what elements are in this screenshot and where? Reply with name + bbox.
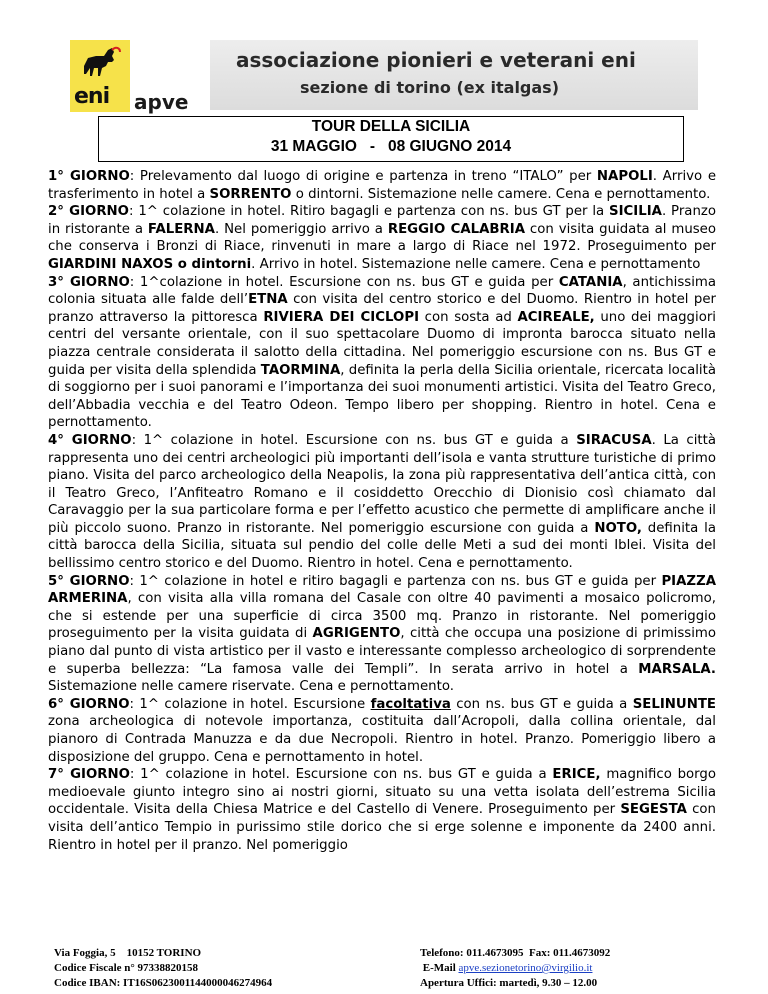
tour-title-box: [98, 116, 684, 162]
day-paragraph: 2° GIORNO: 1^ colazione in hotel. Ritiro bagagli e partenza con ns. bus GT per la SICILIA. Pranzo in ristorante a FALERNA. Nel pomeriggio arrivo a REGGIO CALABRIA con visita guidata al museo che conserva i Bronzi di Riace, rinvenuti in mare a largo di Riace nel 1972. Proseguimento per GIARDINI NAXOS o dintorni. Arrivo in hotel. Sistemazione nelle camere. Cena e pernottamento: [48, 204, 716, 272]
footer-email-line: [420, 961, 610, 976]
six-legged-dog-icon: [78, 44, 122, 80]
footer-email-label: E-Mail: [422, 962, 456, 974]
day-paragraph: 1° GIORNO: Prelevamento dal luogo di origine e partenza in treno “ITALO” per NAPOLI. Arrivo e trasferimento in hotel a SORRENTO o dintorni. Sistemazione nelle camere. Cena e pernottamento.: [48, 169, 717, 202]
association-title: associazione pionieri e veterani eni: [236, 48, 636, 72]
day-paragraph: 3° GIORNO: 1^colazione in hotel. Escursione con ns. bus GT e guida per CATANIA, antichissima colonia situata alle falde dell’ETNA con visita del centro storico e del Duomo. Rientro in hotel per pranzo attraverso la pittoresca RIVIERA DEI CICLOPI con sosta ad ACIREALE, uno dei maggiori centri del versante orientale, con il suo spettacolare Duomo di impronta barocca situato nella piazza centrale considerata il salotto della cittadina. Nel pomeriggio escursione con ns. Bus GT e guida per visita della splendida TAORMINA, definita la perla della Sicilia orientale, ricercata località di soggiorno per i suoi panorami e l’importanza dei suoi monumenti artistici. Visita del Teatro Greco, dell’Abbadia vecchia e del Teatro Odeon. Tempo libero per shopping. Rientro in hotel. Cena e pernottamento.: [48, 274, 716, 431]
tour-dates: 31 MAGGIO - 08 GIUGNO 2014: [270, 138, 512, 155]
eni-logo-text: eni: [74, 84, 110, 109]
tour-title: TOUR DELLA SICILIA: [311, 118, 471, 135]
footer-email-link[interactable]: apve.sezionetorino@virgilio.it: [458, 962, 593, 974]
footer-iban: Codice IBAN: IT16S0623001144000046274964: [54, 977, 273, 989]
day-paragraph: 7° GIORNO: 1^ colazione in hotel. Escursione con ns. bus GT e guida a ERICE, magnifico borgo medioevale giunto integro sino ai nostri giorni, situato su una vetta isolata dell’estrema Sicilia occidentale. Visita della Chiesa Matrice e del Castello di Venere. Proseguimento per SEGESTA con visita dell’antico Tempio in purissimo stile dorico che si erge solenne e imponente da 2400 anni. Rientro in hotel per il pranzo. Nel pomeriggio: [48, 767, 716, 853]
association-subtitle: sezione di torino (ex italgas): [300, 78, 560, 97]
letterhead: [70, 40, 698, 112]
footer-address: Via Foggia, 5 10152 TORINO: [54, 947, 202, 959]
day-paragraph: 5° GIORNO: 1^ colazione in hotel e ritiro bagagli e partenza con ns. bus GT e guida per PIAZZA ARMERINA, con visita alla villa romana del Casale con oltre 40 pavimenti a mosaico policromo, che si estende per una superficie di circa 3500 mq. Pranzo in ristorante. Nel pomeriggio proseguimento per la visita guidata di AGRIGENTO, città che occupa una posizione di primissimo piano dal punto di vista artistico per il vasto e interessante complesso archeologico di sorprendente e superba bellezza: “La famosa valle dei Templi”. In serata arrivo in hotel a MARSALA. Sistemazione nelle camere riservate. Cena e pernottamento.: [48, 573, 716, 695]
apve-logo-text: apve: [134, 90, 189, 114]
association-banner: [210, 40, 698, 110]
day-paragraph: 4° GIORNO: 1^ colazione in hotel. Escursione con ns. bus GT e guida a SIRACUSA. La città rappresenta uno dei centri archeologici più importanti dell’isola e vanta strutture turistiche di primo piano. Visita del parco archeologico della Neapolis, la zona più rappresentativa dell’antica città, con il Teatro Greco, l’Anfiteatro Romano e il cosiddetto Orecchio di Dionisio così chiamato dal Caravaggio per la sua particolare forma e per l’effetto acustico che permette di amplificare anche il più piccolo suono. Pranzo in ristorante. Nel pomeriggio escursione con guida a NOTO, definita la città barocca della Sicilia, situata sul pendio del colle delle Meti a sud dei monti Iblei. Visita del bellissimo centro storico e del Duomo. Rientro in hotel. Cena e pernottamento.: [48, 432, 717, 572]
footer-hours: Apertura Uffici: martedì, 9.30 – 12.00: [420, 977, 598, 989]
footer-fiscal-code: Codice Fiscale n° 97338820158: [54, 962, 199, 974]
eni-logo: [70, 40, 130, 112]
itinerary: [48, 168, 716, 854]
day-paragraph: 6° GIORNO: 1^ colazione in hotel. Escursione facoltativa con ns. bus GT e guida a SELINUNTE zona archeologica di notevole importanza, costituita dall’Acropoli, dalla collina orientale, dal pianoro di Contrada Manuzza e da due Necropoli. Rientro in hotel. Pranzo. Pomeriggio libero a disposizione del gruppo. Cena e pernottamento in hotel.: [48, 696, 717, 765]
footer-phone: Telefono: 011.4673095 Fax: 011.4673092: [420, 947, 611, 959]
